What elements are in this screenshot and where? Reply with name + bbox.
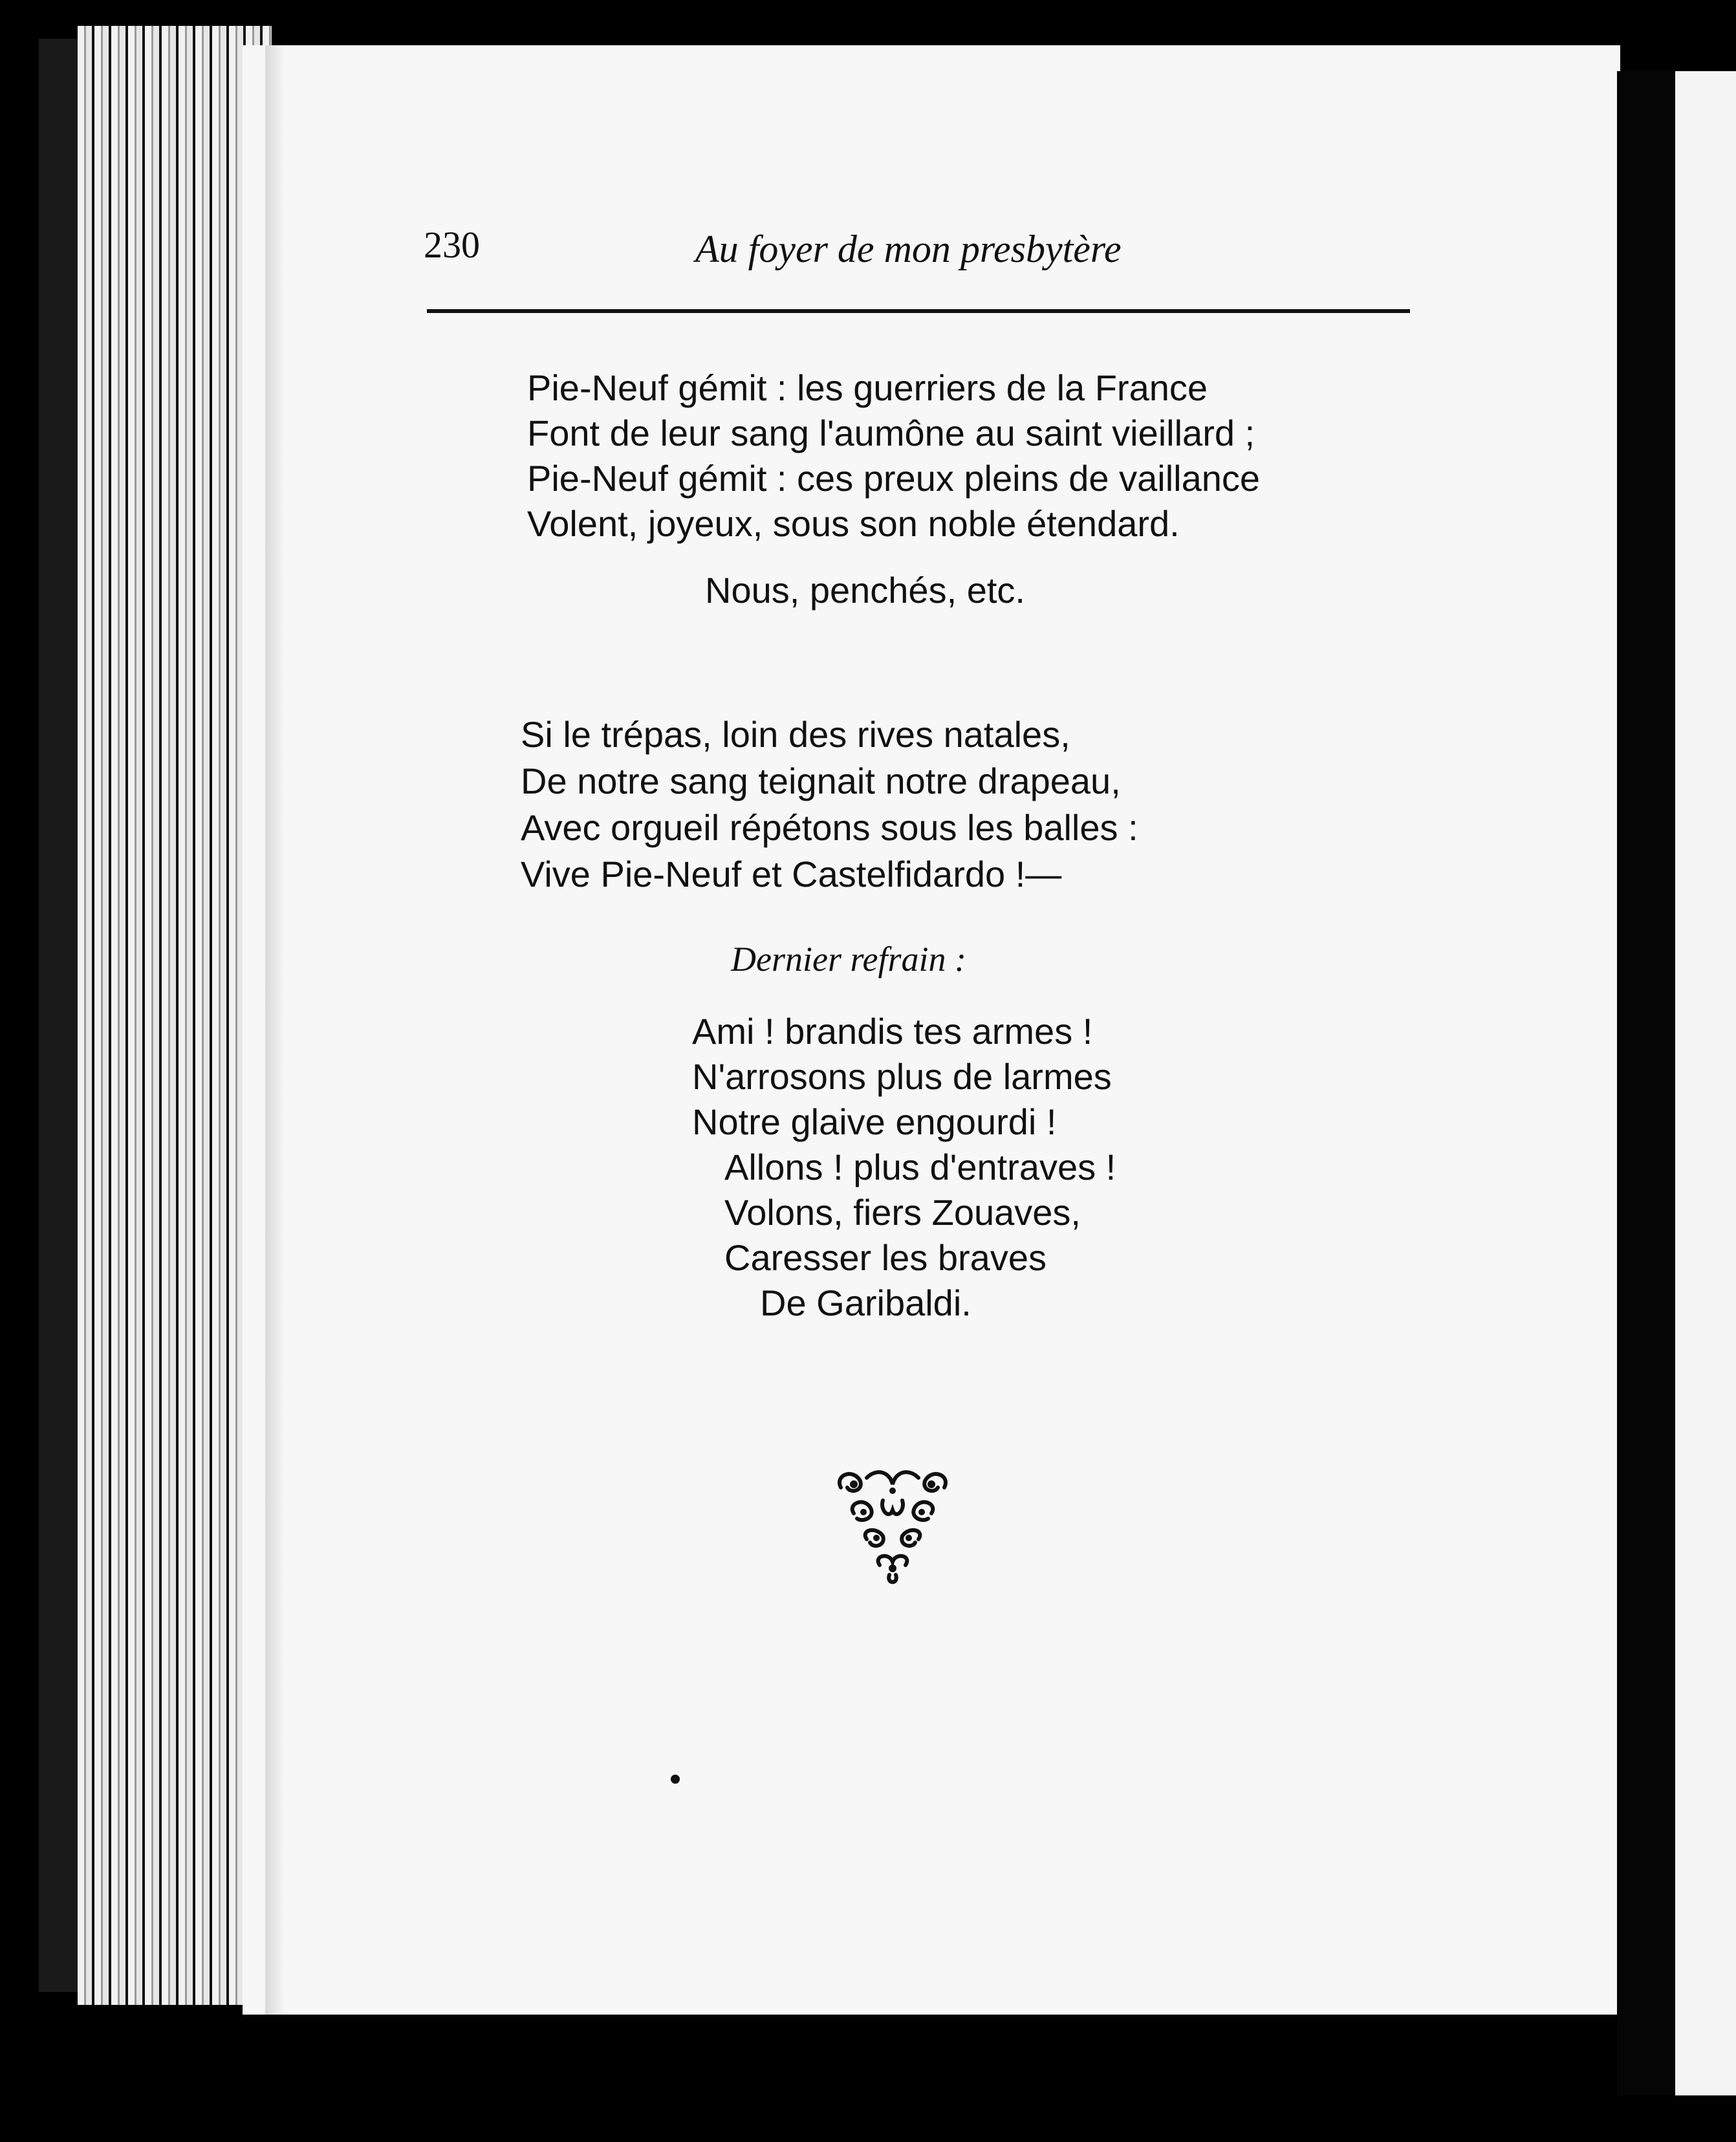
stanza-2 bbox=[521, 711, 1138, 898]
refrain-line: N'arrosons plus de larmes bbox=[692, 1056, 1112, 1097]
refrain-reference: Nous, penchés, etc. bbox=[705, 570, 1025, 611]
verse-line: Pie-Neuf gémit : ces preux pleins de vaillance bbox=[527, 458, 1261, 499]
refrain-line: De Garibaldi. bbox=[760, 1282, 971, 1323]
last-refrain-heading: Dernier refrain : bbox=[731, 940, 966, 979]
running-head bbox=[424, 223, 1245, 281]
refrain-line: Ami ! brandis tes armes ! bbox=[692, 1011, 1093, 1052]
page-gutter-shadow bbox=[265, 45, 285, 2015]
refrain-line: Notre glaive engourdi ! bbox=[692, 1101, 1057, 1142]
verse-line: Font de leur sang l'aumône au saint vieillard ; bbox=[527, 413, 1255, 453]
page-number: 230 bbox=[424, 224, 480, 266]
refrain-line: Caresser les braves bbox=[724, 1237, 1047, 1278]
header-rule bbox=[427, 309, 1410, 313]
verse-line: Volent, joyeux, sous son noble étendard. bbox=[527, 503, 1180, 544]
stanza-1 bbox=[527, 365, 1260, 546]
verse-line: Avec orgueil répétons sous les balles : bbox=[521, 807, 1138, 848]
last-refrain bbox=[692, 1009, 1116, 1326]
refrain-line: Volons, fiers Zouaves, bbox=[724, 1192, 1081, 1233]
verse-line: Si le trépas, loin des rives natales, bbox=[521, 714, 1070, 755]
facing-page-edge bbox=[1675, 71, 1736, 2095]
verse-line: Pie-Neuf gémit : les guerriers de la France bbox=[527, 367, 1208, 408]
verse-line: Vive Pie-Neuf et Castelfidardo !— bbox=[521, 854, 1062, 894]
fleuron-ornament-icon bbox=[828, 1462, 957, 1591]
right-gutter bbox=[1617, 71, 1675, 2095]
paper-speck bbox=[671, 1775, 680, 1784]
verse-line: De notre sang teignait notre drapeau, bbox=[521, 761, 1121, 801]
running-title: Au foyer de mon presbytère bbox=[695, 228, 1122, 270]
refrain-line: Allons ! plus d'entraves ! bbox=[724, 1147, 1116, 1187]
